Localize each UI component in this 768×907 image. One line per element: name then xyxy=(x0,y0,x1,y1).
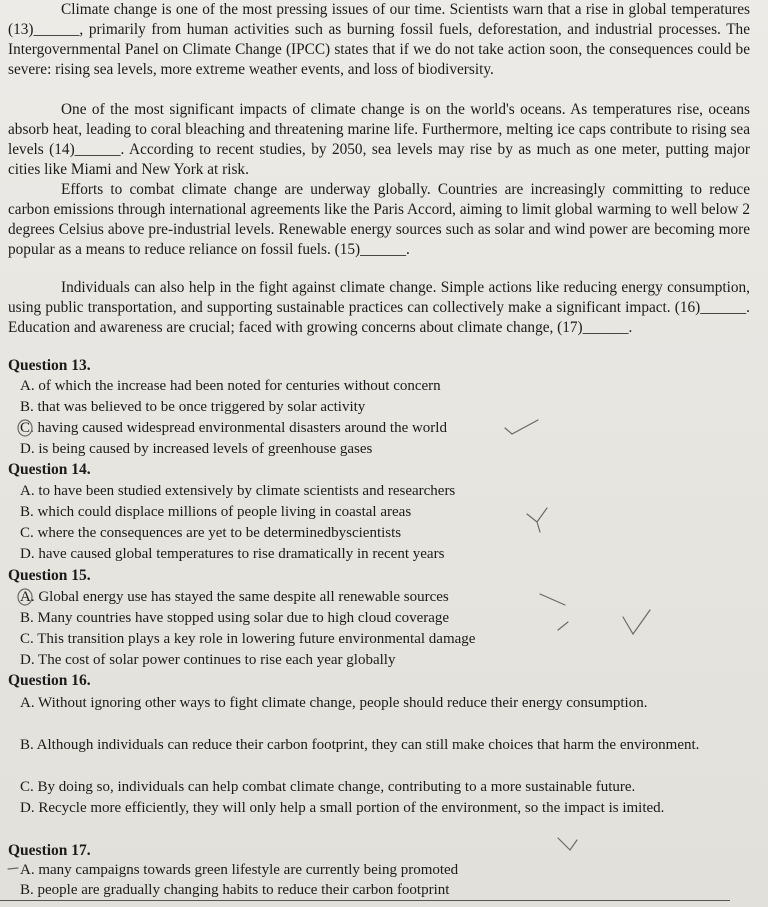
q16-option-d[interactable]: D. Recycle more efficiently, they will only help a small portion of the environment, so the impact is imited. xyxy=(20,800,665,816)
q17-dash-icon xyxy=(8,868,18,869)
q15-option-a[interactable]: A. Global energy use has stayed the same despite all renewable sources xyxy=(20,589,449,605)
q15-slash-icon xyxy=(540,594,568,630)
q15-option-d[interactable]: D. The cost of solar power continues to rise each year globally xyxy=(20,652,396,668)
q17-check-icon xyxy=(558,838,577,850)
q15-option-c[interactable]: C. This transition plays a key role in lowering future environmental damage xyxy=(20,631,476,647)
question-16-label: Question 16. xyxy=(8,672,91,689)
passage-paragraph-1: Climate change is one of the most pressing issues of our time. Scientists warn that a rise in global temperatures (13)______, primarily from human activities such as burning fossil fuels, deforestation, and industrial processes. The Intergovernmental Panel on Climate Change (IPCC) states that if we do not take action soon, the consequences could be severe: rising sea levels, more extreme weather events, and loss of biodiversity. xyxy=(8,1,750,78)
q16-option-a[interactable]: A. Without ignoring other ways to fight climate change, people should reduce their energy consumption. xyxy=(20,695,648,711)
passage-paragraph-3: Efforts to combat climate change are underway globally. Countries are increasingly committing to reduce carbon emissions through international agreements like the Paris Accord, aiming to limit global warming to well below 2 degrees Celsius above pre-industrial levels. Renewable energy sources such as solar and wind power are becoming more popular as a means to reduce reliance on fossil fuels. (15)______. xyxy=(8,181,750,258)
q17-option-a[interactable]: A. many campaigns towards green lifestyle are currently being promoted xyxy=(20,862,459,878)
question-15-label: Question 15. xyxy=(8,567,91,584)
q13-check-icon xyxy=(505,420,538,434)
q14-option-d[interactable]: D. have caused global temperatures to rise dramatically in recent years xyxy=(20,546,445,562)
q14-option-b[interactable]: B. which could displace millions of people living in coastal areas xyxy=(20,504,412,520)
q16-option-c[interactable]: C. By doing so, individuals can help combat climate change, contributing to a more sustainable future. xyxy=(20,779,636,795)
q13-option-c[interactable]: C. having caused widespread environmental disasters around the world xyxy=(20,420,447,436)
q13-option-b[interactable]: B. that was believed to be once triggered by solar activity xyxy=(20,399,366,415)
question-13-label: Question 13. xyxy=(8,357,91,374)
passage-paragraph-4: Individuals can also help in the fight against climate change. Simple actions like reducing energy consumption, using public transportation, and supporting sustainable practices can collectively make a significant impact. (16)______. Education and awareness are crucial; faced with growing concerns about climate change, (17)______. xyxy=(8,279,750,336)
q15-option-b[interactable]: B. Many countries have stopped using solar due to high cloud coverage xyxy=(20,610,450,626)
q14-option-c[interactable]: C. where the consequences are yet to be determinedbyscientists xyxy=(20,525,402,541)
q15-check-icon xyxy=(623,610,650,634)
q13-option-d[interactable]: D. is being caused by increased levels of greenhouse gases xyxy=(20,441,373,457)
passage-paragraph-2: One of the most significant impacts of climate change is on the world's oceans. As temperatures rise, oceans absorb heat, leading to coral bleaching and threatening marine life. Furthermore, melting ice caps contribute to rising sea levels (14)______. According to recent studies, by 2050, sea levels may rise by as much as one meter, putting major cities like Miami and New York at risk. xyxy=(8,101,750,178)
q14-check-icon xyxy=(527,508,547,532)
q16-option-b[interactable]: B. Although individuals can reduce their carbon footprint, they can still make choices that harm the environment. xyxy=(20,737,700,753)
question-14-label: Question 14. xyxy=(8,461,91,478)
q17-option-b[interactable]: B. people are gradually changing habits to reduce their carbon footprint xyxy=(20,882,450,898)
q13-option-a[interactable]: A. of which the increase had been noted for centuries without concern xyxy=(20,378,441,394)
q15-answer-circle-icon xyxy=(18,589,32,605)
q14-option-a[interactable]: A. to have been studied extensively by climate scientists and researchers xyxy=(20,483,456,499)
question-17-label: Question 17. xyxy=(8,842,91,859)
q13-answer-circle-icon xyxy=(18,420,32,436)
bottom-rule xyxy=(0,900,730,901)
